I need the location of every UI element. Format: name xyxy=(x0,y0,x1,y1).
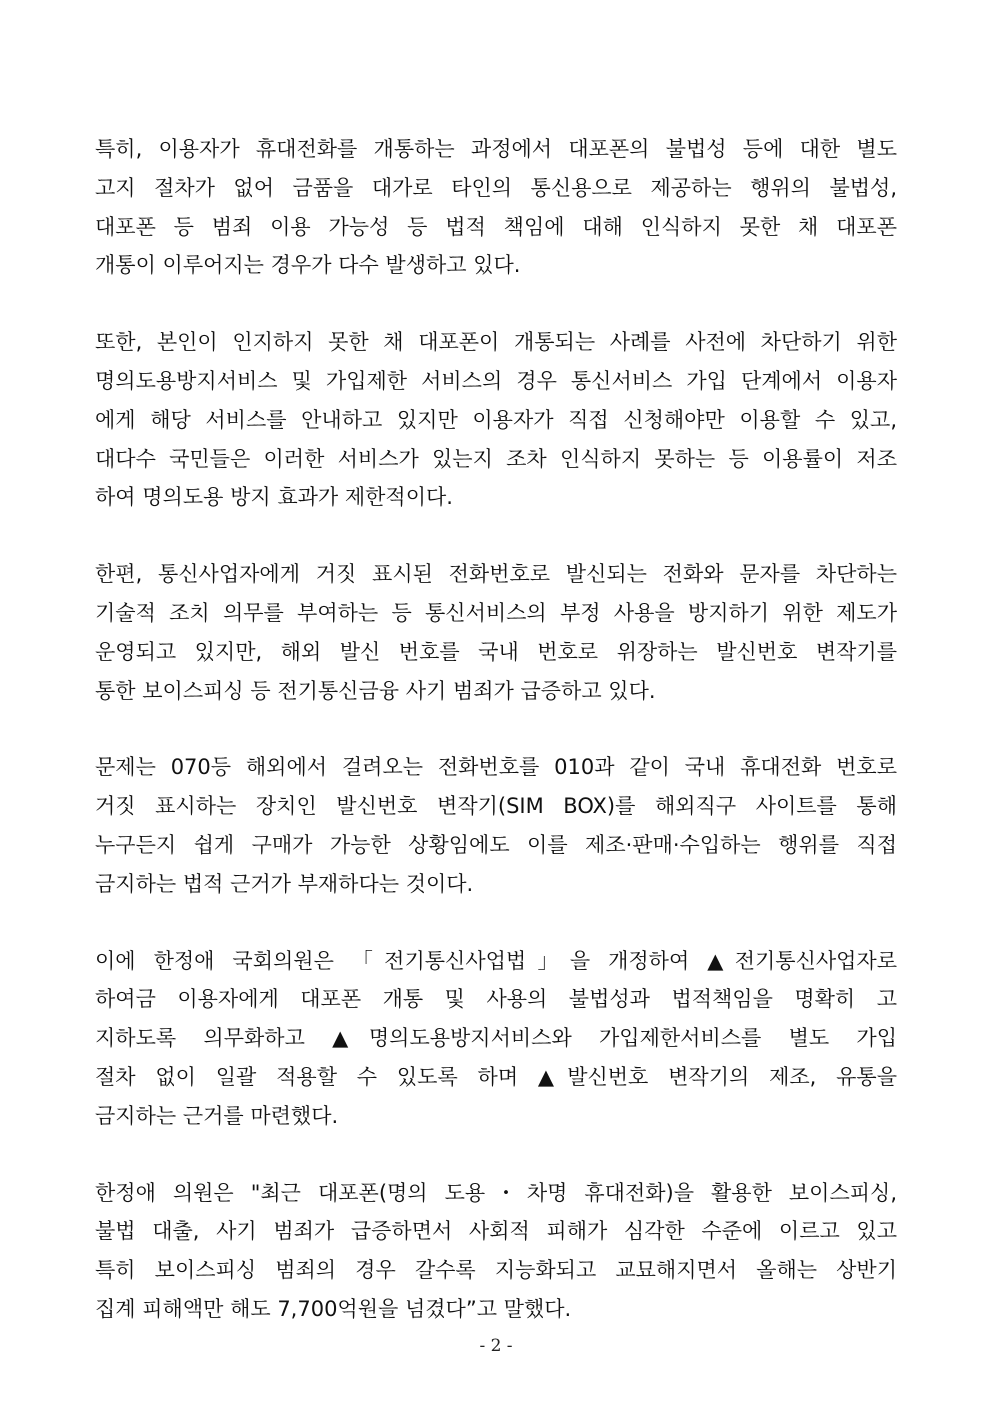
paragraph-3 xyxy=(95,555,897,710)
text-line: 통한 보이스피싱 등 전기통신금융 사기 범죄가 급증하고 있다. xyxy=(95,678,656,703)
text-line: 집계 피해액만 해도 7,700억원을 넘겼다”고 말했다. xyxy=(95,1296,572,1321)
paragraph-1 xyxy=(95,130,897,285)
text-line: 에게 해당 서비스를 안내하고 있지만 이용자가 직접 신청해야만 이용할 수 있고, xyxy=(95,407,897,432)
text-line: 기술적 조치 의무를 부여하는 등 통신서비스의 부정 사용을 방지하기 위한 제도가 xyxy=(95,600,897,625)
text-line: 금지하는 근거를 마련했다. xyxy=(95,1103,339,1128)
text-line: 하여 명의도용 방지 효과가 제한적이다. xyxy=(95,485,453,510)
document-body xyxy=(95,130,897,1367)
paragraph-6 xyxy=(95,1174,897,1329)
text-line: 특히, 이용자가 휴대전화를 개통하는 과정에서 대포폰의 불법성 등에 대한 별도 xyxy=(95,137,897,161)
text-line: 대다수 국민들은 이러한 서비스가 있는지 조차 인식하지 못하는 등 이용률이 저조 xyxy=(95,446,897,471)
paragraph-4 xyxy=(95,748,897,903)
text-line: 또한, 본인이 인지하지 못한 채 대포폰이 개통되는 사례를 사전에 차단하기 위한 xyxy=(95,330,897,355)
text-line: 특히 보이스피싱 범죄의 경우 갈수록 지능화되고 교묘해지면서 올해는 상반기 xyxy=(95,1258,897,1283)
text-line: 거짓 표시하는 장치인 발신번호 변작기(SIM BOX)를 해외직구 사이트를 통해 xyxy=(95,794,897,819)
text-line: 운영되고 있지만, 해외 발신 번호를 국내 번호로 위장하는 발신번호 변작기를 xyxy=(95,639,897,664)
text-line: 불법 대출, 사기 범죄가 급증하면서 사회적 피해가 심각한 수준에 이르고 있고 xyxy=(95,1219,897,1244)
paragraph-2 xyxy=(95,323,897,517)
text-line: 한편, 통신사업자에게 거짓 표시된 전화번호로 발신되는 전화와 문자를 차단하는 xyxy=(95,562,897,587)
text-line: 이에 한정애 국회의원은 「전기통신사업법」을 개정하여 ▲전기통신사업자로 xyxy=(95,948,897,973)
text-line: 대포폰 등 범죄 이용 가능성 등 법적 책임에 대해 인식하지 못한 채 대포폰 xyxy=(95,214,897,239)
text-line: 지하도록 의무화하고 ▲명의도용방지서비스와 가입제한서비스를 별도 가입 xyxy=(95,1026,897,1051)
text-line: 절차 없이 일괄 적용할 수 있도록 하며 ▲발신번호 변작기의 제조, 유통을 xyxy=(95,1064,897,1089)
text-line: 하여금 이용자에게 대포폰 개통 및 사용의 불법성과 법적책임을 명확히 고 xyxy=(95,987,897,1012)
text-line: 고지 절차가 없어 금품을 대가로 타인의 통신용으로 제공하는 행위의 불법성, xyxy=(95,175,897,200)
text-line: 문제는 070등 해외에서 걸려오는 전화번호를 010과 같이 국내 휴대전화 번호로 xyxy=(95,755,897,780)
paragraph-5 xyxy=(95,942,897,1136)
text-line: 한정애 의원은 "최근 대포폰(명의 도용・차명 휴대전화)을 활용한 보이스피싱, xyxy=(95,1180,897,1205)
text-line: 누구든지 쉽게 구매가 가능한 상황임에도 이를 제조·판매·수입하는 행위를 직접 xyxy=(95,832,897,857)
page-number: - 2 - xyxy=(479,1336,513,1356)
text-line: 명의도용방지서비스 및 가입제한 서비스의 경우 통신서비스 가입 단계에서 이용자 xyxy=(95,368,897,393)
text-line: 금지하는 법적 근거가 부재하다는 것이다. xyxy=(95,871,474,896)
text-line: 개통이 이루어지는 경우가 다수 발생하고 있다. xyxy=(95,253,521,278)
